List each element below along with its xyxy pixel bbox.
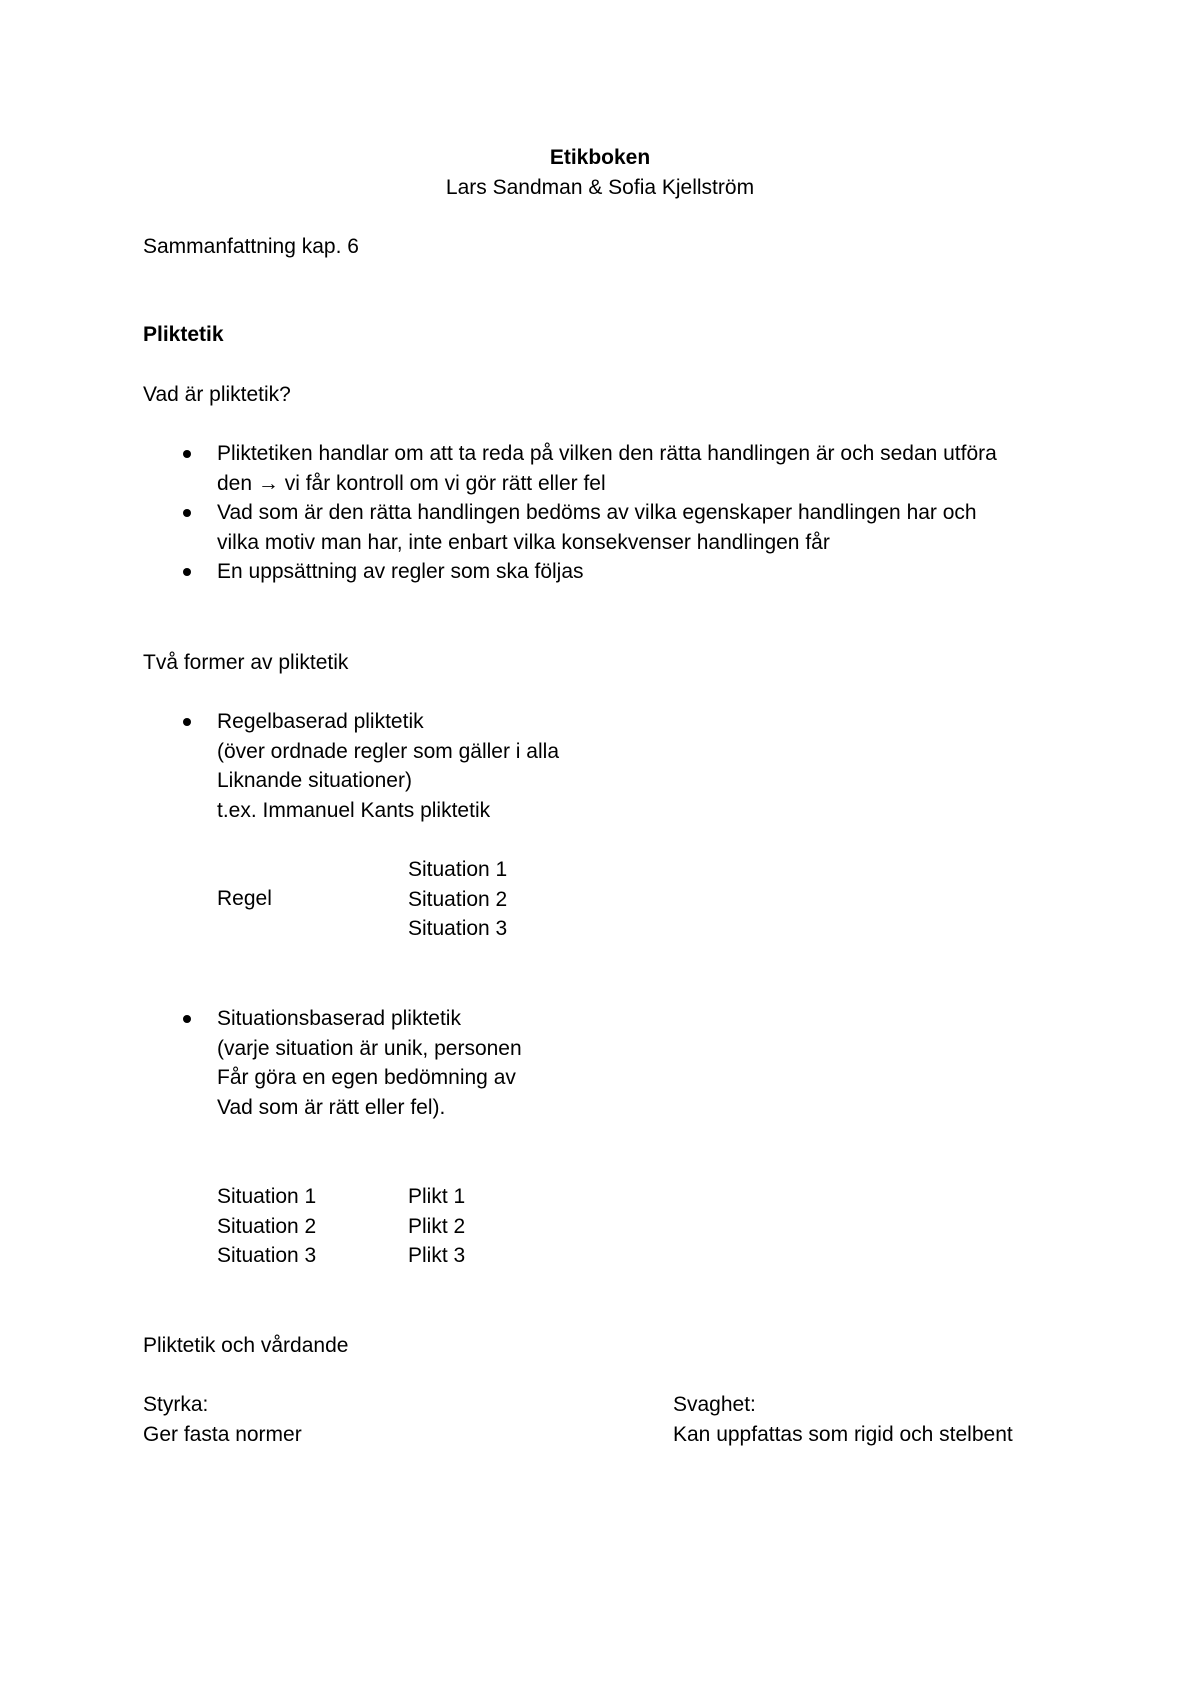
list-item-line: Pliktetiken handlar om att ta reda på vilken den rätta handlingen är och sedan utföra [217,442,997,465]
form-1-line: t.ex. Immanuel Kants pliktetik [217,798,491,822]
document-title: Etikboken [549,146,651,169]
rule-label-column [217,884,272,914]
situation-item: Situation 2 [217,1214,317,1238]
form-2-line: Vad som är rätt eller fel). [217,1095,446,1119]
form-1-line: Liknande situationer) [217,769,412,792]
list-item-line: den → vi får kontroll om vi gör rätt eller fel [217,471,606,495]
form-2-line: Situationsbaserad pliktetik [217,1007,461,1030]
form-2-list [143,1004,522,1122]
list-item [143,557,997,587]
situation-column [217,1182,316,1271]
situation-item: Situation 1 [408,858,508,881]
form-2-line: Får göra en egen bedömning av [217,1066,516,1089]
strength-block [143,1390,302,1449]
list-item [143,498,997,557]
document-subtitle: Sammanfattning kap. 6 [143,235,359,258]
list-item-line: Vad som är den rätta handlingen bedöms av vilka egenskaper handlingen har och [217,501,977,524]
definition-list [143,439,997,587]
weakness-text: Kan uppfattas som rigid och stelbent [673,1422,1013,1446]
situation-item: Situation 3 [408,917,508,940]
situation-item: Situation 2 [408,887,508,911]
duty-column [408,1182,465,1271]
question-heading: Vad är pliktetik? [143,383,291,406]
section-heading: Pliktetik [143,323,224,346]
list-item [143,439,997,498]
form-1-line: (över ordnade regler som gäller i alla [217,739,559,763]
list-item [143,1004,522,1122]
form-2-line: (varje situation är unik, personen [217,1036,522,1060]
list-item-line: vilka motiv man har, inte enbart vilka konsekvenser handlingen får [217,530,830,554]
form-1-list [143,707,559,825]
list-item [143,707,559,825]
situation-item: Situation 3 [217,1244,317,1267]
form-1-line: Regelbaserad pliktetik [217,710,424,733]
care-heading: Pliktetik och vårdande [143,1334,349,1357]
duty-item: Plikt 1 [408,1185,466,1208]
situation-item: Situation 1 [217,1185,317,1208]
weakness-block [673,1390,1013,1449]
duty-item: Plikt 2 [408,1214,466,1238]
strength-text: Ger fasta normer [143,1422,302,1446]
rule-label: Regel [217,887,272,910]
weakness-label: Svaghet: [673,1393,756,1416]
rule-situations-column [408,855,507,944]
strength-label: Styrka: [143,1393,209,1416]
forms-heading: Två former av pliktetik [143,651,349,674]
document-authors: Lars Sandman & Sofia Kjellström [445,176,755,199]
list-item-line: En uppsättning av regler som ska följas [217,560,584,583]
duty-item: Plikt 3 [408,1244,466,1267]
